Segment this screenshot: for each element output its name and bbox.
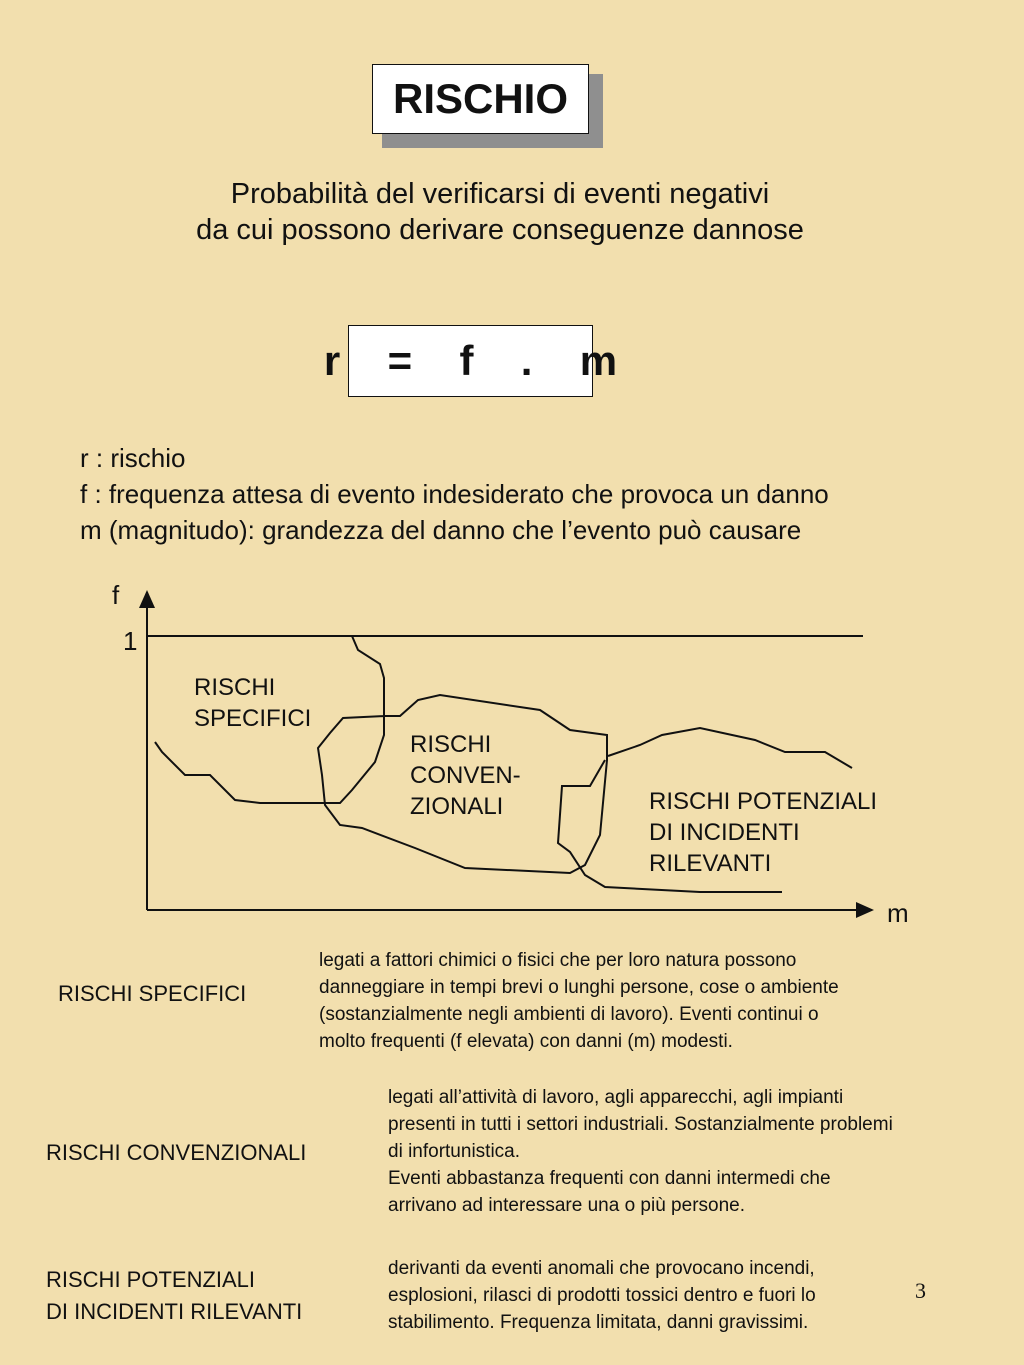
- legend-r: r : rischio: [80, 443, 186, 473]
- description-line: molto frequenti (f elevata) con danni (m) modesti.: [319, 1031, 733, 1052]
- legend-m: m (magnitudo): grandezza del danno che l’evento può causare: [80, 515, 802, 545]
- description-line: derivanti da eventi anomali che provocano incendi,: [388, 1258, 815, 1279]
- major-accident-risks-boundary: [608, 728, 852, 768]
- category-label: DI INCIDENTI RILEVANTI: [46, 1299, 303, 1324]
- category-conventional-risks: [46, 1140, 306, 1166]
- page-title: RISCHIO: [372, 64, 589, 134]
- legend-f: f : frequenza attesa di evento indesiderato che provoca un danno: [80, 479, 829, 509]
- description-line: (sostanzialmente negli ambienti di lavoro). Eventi continui o: [319, 1004, 819, 1025]
- conventional-risks-label: RISCHI CONVEN- ZIONALI: [410, 731, 521, 820]
- description-line: Eventi abbastanza frequenti con danni intermedi che: [388, 1168, 831, 1189]
- page-number: 3: [915, 1278, 926, 1303]
- description-conventional-risks: [388, 1084, 893, 1219]
- description-line: di infortunistica.: [388, 1141, 521, 1162]
- description-line: arrivano ad interessare una o più persone.: [388, 1195, 746, 1216]
- description-line: legati a fattori chimici o fisici che per loro natura possono: [319, 950, 797, 971]
- description-line: danneggiare in tempi brevi o lunghi persone, cose o ambiente: [319, 977, 839, 998]
- category-label: RISCHI SPECIFICI: [58, 981, 247, 1006]
- category-major-accident-risks: [46, 1264, 302, 1328]
- specific-risks-label: RISCHI SPECIFICI: [194, 674, 312, 732]
- description-major-accident-risks: [388, 1255, 816, 1336]
- y-axis-label: f: [112, 580, 120, 610]
- description-line: stabilimento. Frequenza limitata, danni gravissimi.: [388, 1312, 809, 1333]
- y-tick-one: 1: [123, 626, 138, 656]
- x-axis-label: m: [887, 898, 909, 928]
- risk-formula: r = f . m: [348, 325, 593, 397]
- description-specific-risks: [319, 947, 839, 1055]
- definition-line-2: da cui possono derivare conseguenze dannose: [196, 214, 804, 246]
- description-line: esplosioni, rilasci di prodotti tossici dentro e fuori lo: [388, 1285, 816, 1306]
- description-line: legati all’attività di lavoro, agli apparecchi, agli impianti: [388, 1087, 844, 1108]
- major-accident-risks-label: RISCHI POTENZIALI DI INCIDENTI RILEVANTI: [649, 788, 878, 877]
- category-specific-risks: [58, 981, 246, 1007]
- definition-line-1: Probabilità del verificarsi di eventi negativi: [230, 178, 770, 210]
- category-label: RISCHI POTENZIALI: [46, 1267, 256, 1292]
- description-line: presenti in tutti i settori industriali. Sostanzialmente problemi: [388, 1114, 893, 1135]
- category-label: RISCHI CONVENZIONALI: [46, 1140, 307, 1165]
